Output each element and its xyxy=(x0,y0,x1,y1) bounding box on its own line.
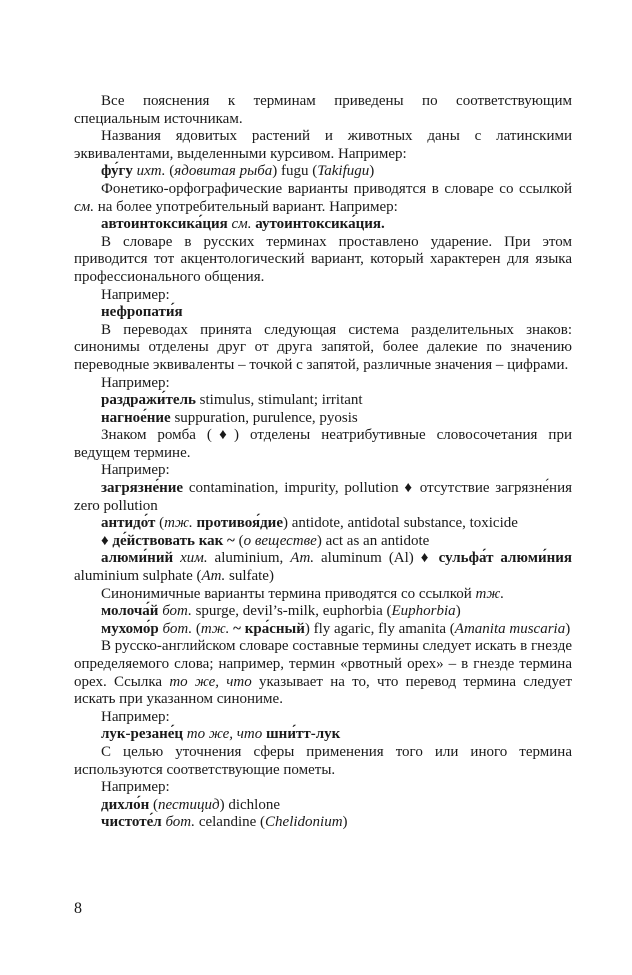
example-nefropatiya xyxy=(74,304,572,322)
example-chistotel: чистоте́л бот. celandine (Chelidonium) xyxy=(101,814,348,831)
headword: чистоте́л xyxy=(101,814,162,831)
latin-name: Amanita muscaria xyxy=(454,620,566,637)
example-label: Например: xyxy=(101,708,170,725)
latin-name: Euphorbia xyxy=(391,603,456,620)
example-molochai: молоча́й бот. spurge, devil’s-milk, euphorbia (Euphorbia) xyxy=(101,603,461,620)
body-text xyxy=(74,93,572,832)
example-luk-rezanets xyxy=(74,726,572,744)
headword: раздражи́тель xyxy=(101,392,196,409)
synonym: противоя́дие xyxy=(192,515,283,532)
headword: нефропати́я xyxy=(101,304,183,321)
label-note: о веществе xyxy=(243,532,317,549)
paragraph-separators: В переводах принята следующая система разделительных знаков: синонимы отделены друг от друга запятой, более далекие по значению переводные эквиваленты – точкой с запятой, различные значения – цифрами. xyxy=(74,321,572,373)
cross-reference: шни́тт-лук xyxy=(266,726,341,743)
headword: алюми́ний xyxy=(101,550,174,567)
paragraph-text: Все пояснения к терминам приведены по соответствующим специальным источникам. xyxy=(74,93,572,127)
label-note: ихт. xyxy=(136,163,166,180)
label-see: см. xyxy=(74,198,94,215)
page-number: 8 xyxy=(74,900,82,917)
latin-name: Chelidonium xyxy=(265,814,343,831)
paragraph-synonyms: Синонимичные варианты термина приводятся со ссылкой тж. xyxy=(101,585,505,602)
example-razdrazhitel: раздражи́тель stimulus, stimulant; irritant xyxy=(101,392,363,409)
cross-reference: аутоинтоксика́ция. xyxy=(255,216,385,233)
paragraph-variants: Фонетико-орфографические варианты приводятся в словаре со ссылкой см. на более употребительный вариант. Например: xyxy=(74,180,572,215)
example-fugu: фу́гу ихт. (ядовитая рыба) fugu (Takifugu) xyxy=(101,163,375,180)
headword: фу́гу xyxy=(101,163,133,180)
example-label: Например: xyxy=(101,462,170,479)
example-deistvovat: ♦ де́йствовать как ~ (о веществе) act as an antidote xyxy=(101,532,430,549)
label-american: Am. xyxy=(201,568,226,585)
example-mukhomor: мухомо́р бот. (тж. ~ кра́сный) fly agaric, fly amanita (Amanita muscaria) xyxy=(101,620,571,637)
label-note: бот. xyxy=(162,603,192,620)
latin-name: Takifugu xyxy=(317,163,370,180)
example-dikhlon: дихло́н (пестицид) dichlone xyxy=(101,796,280,813)
gloss: ядовитая рыба xyxy=(174,163,273,180)
example-autointox xyxy=(74,216,572,234)
headword: молоча́й xyxy=(101,603,159,620)
headword: мухомо́р xyxy=(101,620,159,637)
label-same-as: то же, что xyxy=(186,726,263,743)
headword: антидо́т xyxy=(101,515,156,532)
paragraph-rhombus: Знаком ромба (♦) отделены неатрибутивные словосочетания при ведущем термине. xyxy=(74,427,572,461)
label-also: тж. xyxy=(200,620,230,637)
paragraph-stress: В словаре в русских терминах проставлено ударение. При этом приводится тот акцентологический вариант, который характерен для языка профессионального общения. xyxy=(74,233,572,285)
phrase: ♦ сульфа́т алюми́ния xyxy=(420,550,572,567)
label-also: тж. xyxy=(164,515,193,532)
paragraph-latin-names xyxy=(74,128,572,163)
example-label: Например: xyxy=(101,779,170,796)
label-see: см. xyxy=(231,216,252,233)
example-label: Например: xyxy=(101,374,170,391)
label-note: бот. xyxy=(162,620,193,637)
synonym: ~ кра́сный xyxy=(229,620,305,637)
example-nagnoenie: нагное́ние suppuration, purulence, pyosis xyxy=(101,409,358,426)
headword: дихло́н xyxy=(101,796,150,813)
label-same-as: то же, что xyxy=(169,673,252,690)
example-label: Например: xyxy=(101,286,170,303)
paragraph-text: Названия ядовитых растений и животных даны с латинскими эквивалентами, выделенными курсивом. Например: xyxy=(74,128,572,162)
label-american: Am. xyxy=(290,550,315,567)
label-note: бот. xyxy=(165,814,196,831)
paragraph-compound-terms: В русско-английском словаре составные термины следует искать в гнезде определяемого слова; например, термин «рвотный орех» – в гнезде термина орех. Ссылка то же, что указывает на то, что перевод термина следует искать при указанном синониме. xyxy=(74,638,573,708)
headword: автоинтоксика́ция xyxy=(101,216,228,233)
headword: загрязне́ние xyxy=(101,480,184,497)
label-note: хим. xyxy=(180,550,208,567)
label-also: тж. xyxy=(475,585,505,602)
headword: нагное́ние xyxy=(101,409,171,426)
example-zagryaznenie: загрязне́ние contamination, impurity, pollution ♦ отсутствие загрязне́ния zero pollution xyxy=(74,480,572,514)
paragraph-labels: С целью уточнения сферы применения того или иного термина используются соответствующие пометы. xyxy=(74,743,572,778)
headword: лук-резане́ц xyxy=(101,726,184,743)
example-alyuminiy: алюми́ний хим. aluminium, Am. aluminum (Al) ♦ сульфа́т алюми́ния aluminium sulphate (Am. sulfate) xyxy=(74,550,572,585)
phrase: ♦ де́йствовать как ~ xyxy=(101,532,235,549)
paragraph-sources xyxy=(74,93,572,128)
label-note: пестицид xyxy=(158,796,220,813)
example-antidot: антидо́т (тж. противоя́дие) antidote, antidotal substance, toxicide xyxy=(101,515,518,532)
